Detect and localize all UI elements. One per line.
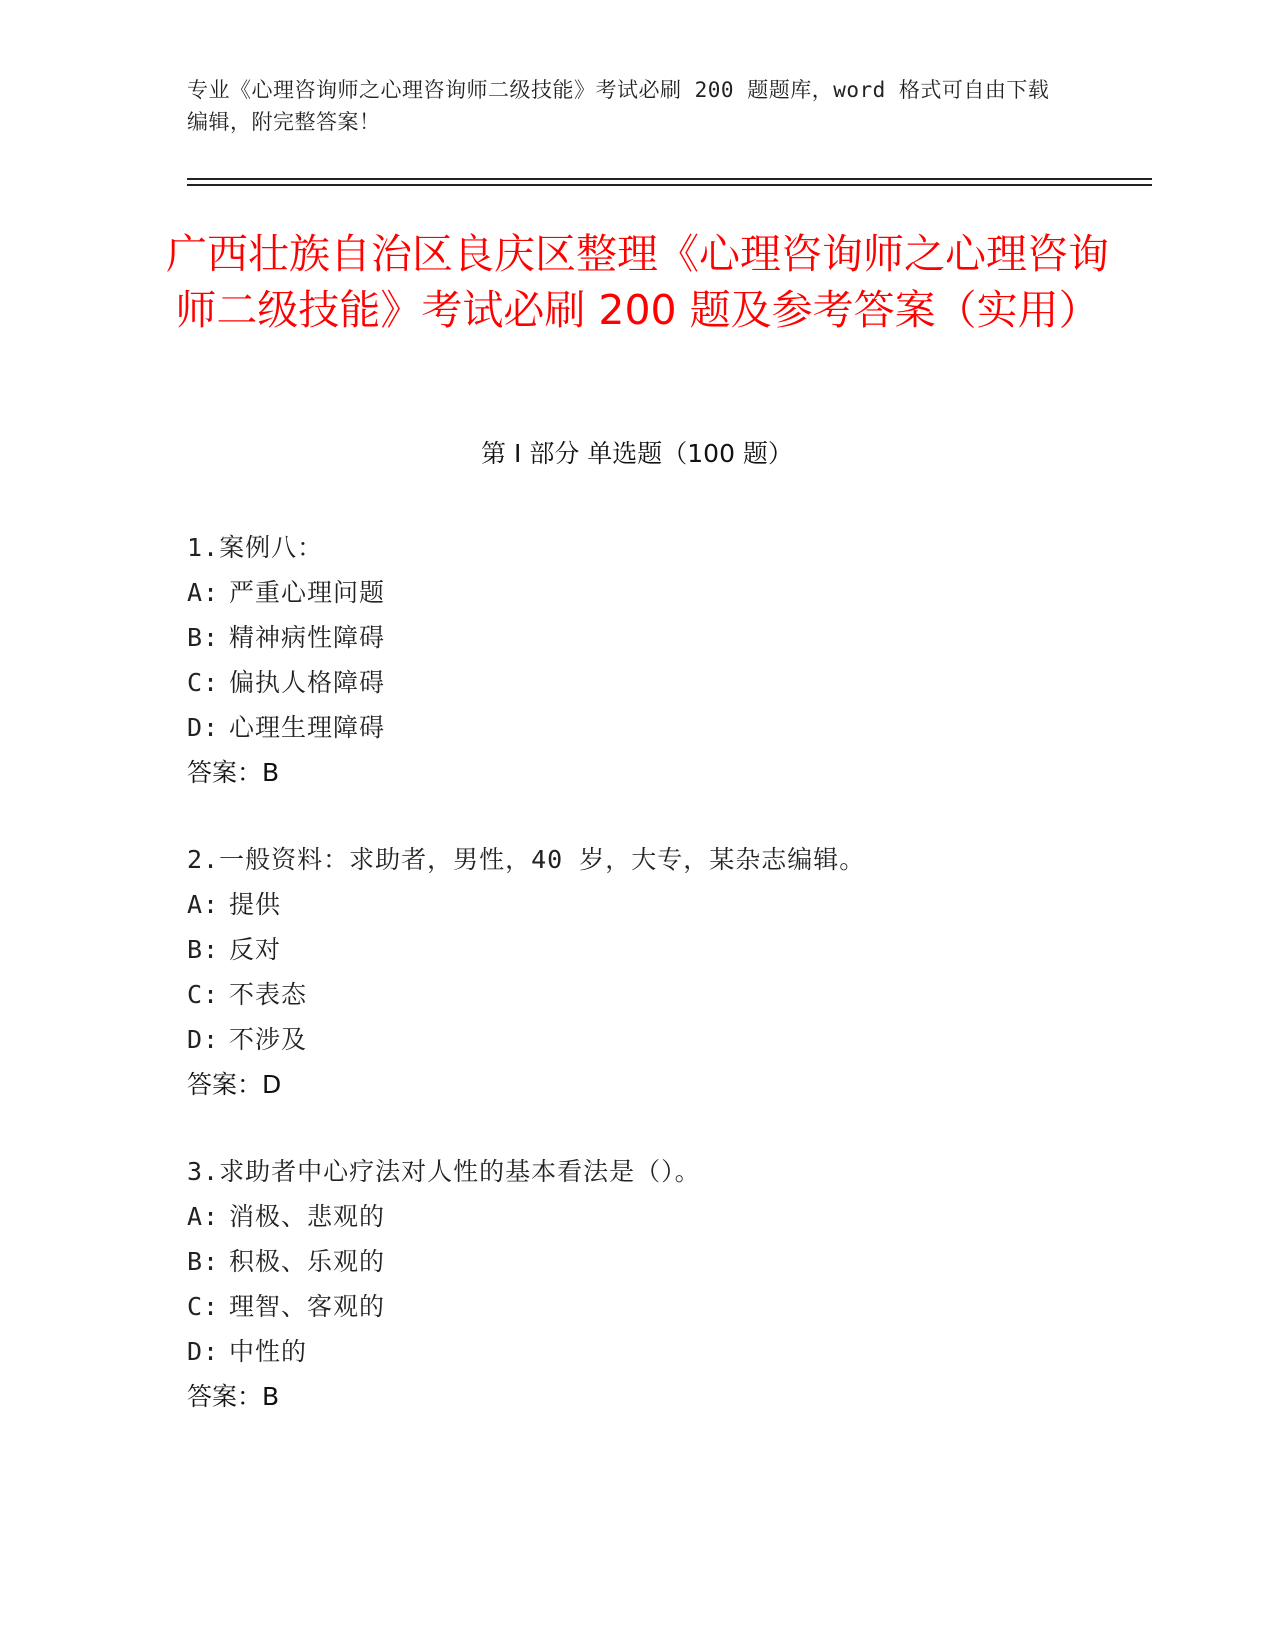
option-key: D:	[187, 1337, 220, 1366]
option-text: 理智、客观的	[229, 1292, 386, 1321]
option-text: 偏执人格障碍	[229, 668, 386, 697]
option-key: B:	[187, 935, 220, 964]
option-a	[187, 882, 1147, 927]
option-c	[187, 972, 1147, 1017]
option-b	[187, 615, 1147, 660]
option-a	[187, 1194, 1147, 1239]
section-title: 第 I 部分 单选题（100 题）	[481, 439, 793, 468]
question-stem: 3.求助者中心疗法对人性的基本看法是（）。	[187, 1157, 701, 1186]
option-c	[187, 1284, 1147, 1329]
document-title: 广西壮族自治区良庆区整理《心理咨询师之心理咨询师二级技能》考试必刷 200 题及参考答案（实用）	[166, 230, 1109, 334]
question-2	[187, 837, 1147, 1107]
option-key: A:	[187, 890, 220, 919]
option-text: 反对	[229, 935, 282, 964]
option-key: A:	[187, 1202, 220, 1231]
option-key: D:	[187, 713, 220, 742]
option-key: C:	[187, 980, 220, 1009]
header-divider-top	[187, 178, 1152, 180]
option-text: 精神病性障碍	[229, 623, 386, 652]
question-stem: 2.一般资料：求助者，男性，40 岁，大专，某杂志编辑。	[187, 845, 866, 874]
option-text: 提供	[229, 890, 282, 919]
option-text: 心理生理障碍	[229, 713, 386, 742]
answer: 答案：B	[187, 758, 280, 787]
option-key: B:	[187, 623, 220, 652]
option-a	[187, 570, 1147, 615]
option-text: 消极、悲观的	[229, 1202, 386, 1231]
answer: 答案：D	[187, 1070, 282, 1099]
option-key: A:	[187, 578, 220, 607]
question-1	[187, 525, 1147, 795]
question-list	[187, 525, 1147, 1461]
option-d	[187, 1017, 1147, 1062]
option-text: 不表态	[229, 980, 308, 1009]
option-d	[187, 705, 1147, 750]
option-text: 中性的	[229, 1337, 308, 1366]
option-key: C:	[187, 668, 220, 697]
option-text: 不涉及	[229, 1025, 308, 1054]
header-divider-bottom	[187, 184, 1152, 186]
answer: 答案：B	[187, 1382, 280, 1411]
question-3	[187, 1149, 1147, 1419]
header-note: 专业《心理咨询师之心理咨询师二级技能》考试必刷 200 题题库，word 格式可自由下载编辑，附完整答案！	[187, 78, 1050, 134]
option-key: B:	[187, 1247, 220, 1276]
option-text: 积极、乐观的	[229, 1247, 386, 1276]
option-key: C:	[187, 1292, 220, 1321]
option-b	[187, 927, 1147, 972]
option-d	[187, 1329, 1147, 1374]
option-b	[187, 1239, 1147, 1284]
option-c	[187, 660, 1147, 705]
question-stem: 1.案例八：	[187, 533, 324, 562]
option-text: 严重心理问题	[229, 578, 386, 607]
option-key: D:	[187, 1025, 220, 1054]
